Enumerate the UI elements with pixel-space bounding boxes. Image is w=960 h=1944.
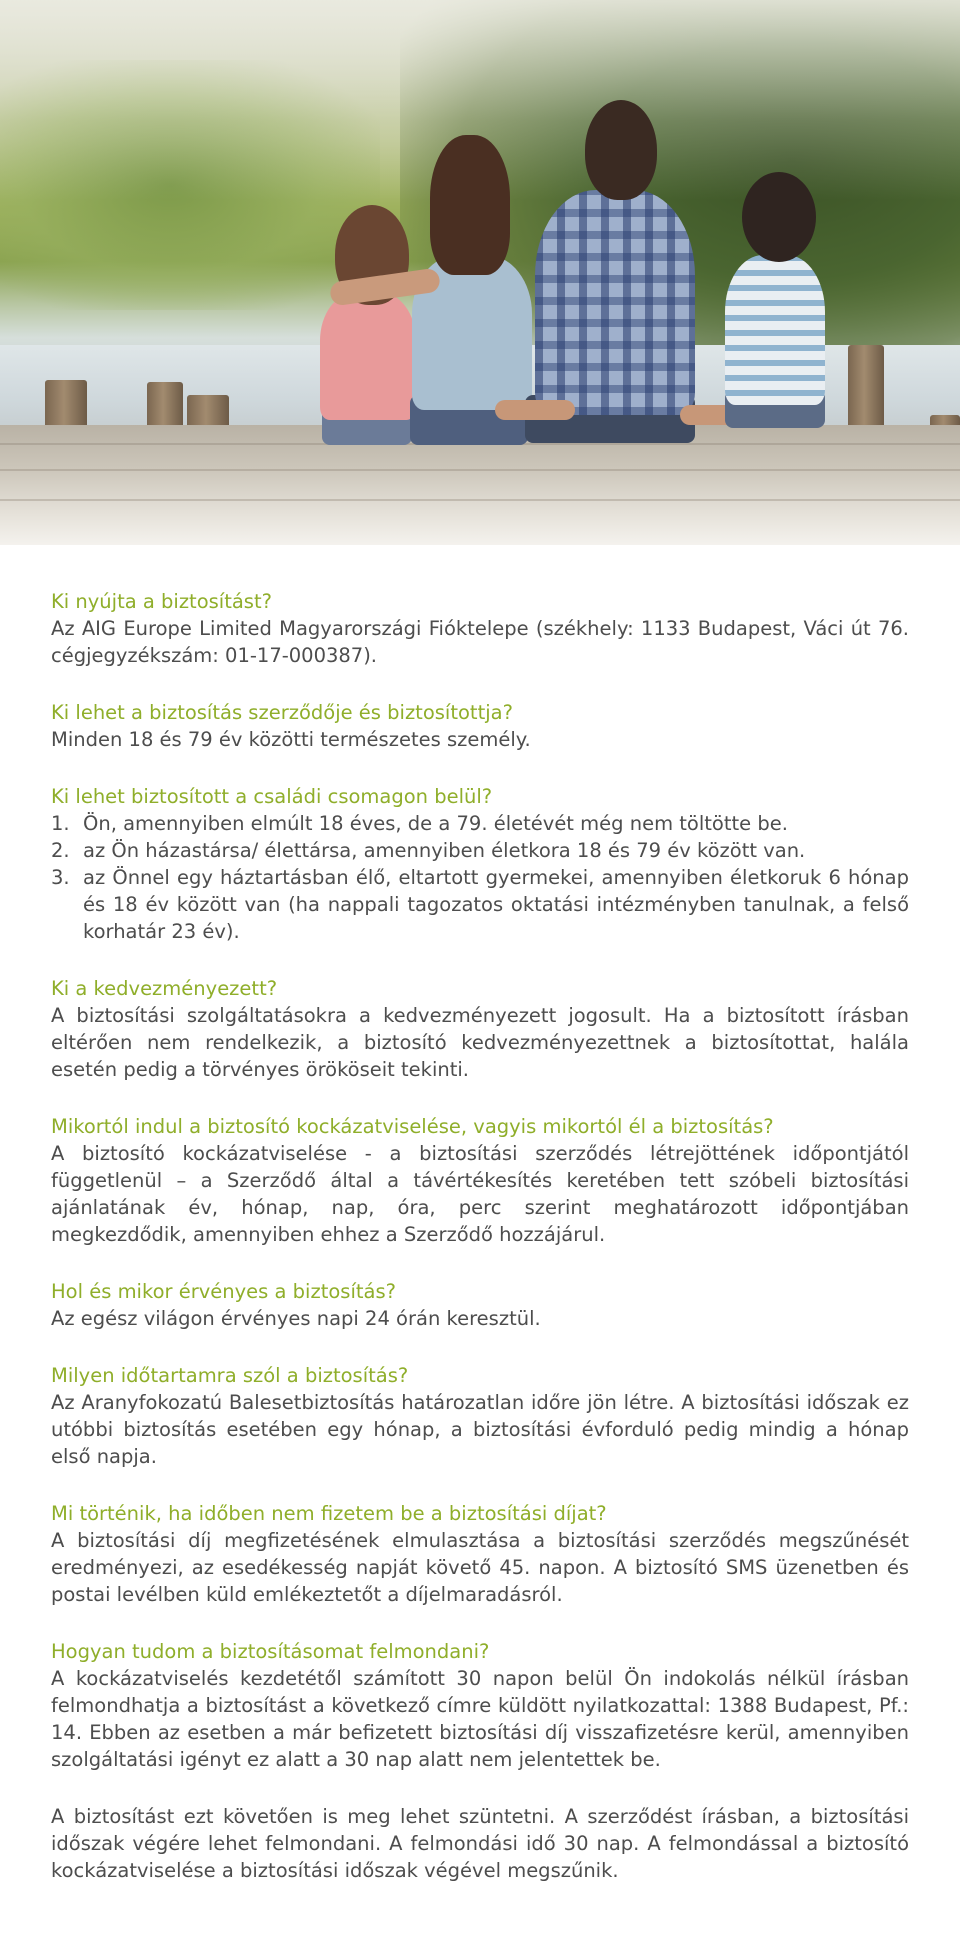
faq-answer: A biztosító kockázatviselése - a biztosítási szerződés létrejöttének időpontjától függetlenül – a Szerződő által a távértékesítés keretében tett szóbeli biztosítási ajánlatának év, hónap, nap, óra, perc szerint meghatározott időpontjában megkezdődik, amennyiben ehhez a Szerződő hozzájárul.: [51, 1142, 909, 1246]
faq-question: Ki lehet biztosított a családi csomagon belül?: [51, 785, 493, 808]
faq-question: Milyen időtartamra szól a biztosítás?: [51, 1364, 409, 1387]
list-number: 3.: [51, 866, 70, 889]
list-text: Ön, amennyiben elmúlt 18 éves, de a 79. életévét még nem töltötte be.: [83, 812, 788, 835]
list-text: az Önnel egy háztartásban élő, eltartott gyermekei, amennyiben életkoruk 6 hónap és 18 év között van (ha nappali tagozatos oktatási intézményben tanulnak, a felső korhatár 23 év).: [83, 866, 909, 943]
faq-answer: A kockázatviselés kezdetétől számított 30 napon belül Ön indokolás nélkül írásban felmondhatja a biztosítást a következő címre küldött nyilatkozattal: 1388 Budapest, Pf.: 14. Ebben az esetben a már befizetett biztosítási díj visszafizetésre kerül, amennyiben szolgáltatási igényt ez alatt a 30 nap alatt nem jelentettek be.: [51, 1667, 909, 1771]
list-item: [51, 810, 909, 837]
faq-answer: A biztosítási szolgáltatásokra a kedvezményezett jogosult. Ha a biztosított írásban eltérően nem rendelkezik, a biztosító kedvezményezettnek a biztosítottat, halála esetén pedig a törvényes örököseit tekinti.: [51, 1004, 909, 1081]
faq-answer: Az AIG Europe Limited Magyarországi Fióktelepe (székhely: 1133 Budapest, Váci út 76. cégjegyzékszám: 01-17-000387).: [51, 617, 909, 667]
dock-post: [848, 345, 884, 437]
faq-section-duration: [51, 1362, 909, 1470]
faq-question: Mikortól indul a biztosító kockázatviselése, vagyis mikortól él a biztosítás?: [51, 1115, 774, 1138]
faq-question: Ki lehet a biztosítás szerződője és biztosítottja?: [51, 701, 513, 724]
list-text: az Ön házastársa/ élettársa, amennyiben életkora 18 és 79 év között van.: [83, 839, 806, 862]
faq-question: Hogyan tudom a biztosításomat felmondani?: [51, 1640, 490, 1663]
faq-answer: Minden 18 és 79 év közötti természetes személy.: [51, 728, 531, 751]
list-number: 1.: [51, 812, 70, 835]
faq-section-family-package: [51, 783, 909, 945]
list-item: [51, 837, 909, 864]
faq-question: Ki nyújta a biztosítást?: [51, 590, 272, 613]
faq-section-contractor: [51, 699, 909, 753]
hero-photo: [0, 0, 960, 545]
faq-section-coverage-start: [51, 1113, 909, 1248]
list-item: [51, 864, 909, 945]
faq-section-cancellation: [51, 1638, 909, 1773]
faq-section-beneficiary: [51, 975, 909, 1083]
faq-answer: Az egész világon érvényes napi 24 órán keresztül.: [51, 1307, 541, 1330]
faq-content: [51, 588, 909, 1914]
faq-answer: Az Aranyfokozatú Balesetbiztosítás határozatlan időre jön létre. A biztosítási időszak ez utóbbi biztosítás esetében egy hónap, a biztosítási évforduló pedig mindig a hónap első napja.: [51, 1391, 909, 1468]
faq-section-validity: [51, 1278, 909, 1332]
faq-section-cancellation-continued: [51, 1803, 909, 1884]
list-number: 2.: [51, 839, 70, 862]
faq-answer: A biztosítási díj megfizetésének elmulasztása a biztosítási szerződés megszűnését eredményezi, az esedékesség napját követő 45. napon. A biztosító SMS üzenetben és postai levélben küld emlékeztetőt a díjelmaradásról.: [51, 1529, 909, 1606]
faq-section-provider: [51, 588, 909, 669]
faq-question: Mi történik, ha időben nem fizetem be a biztosítási díjat?: [51, 1502, 607, 1525]
faq-question: Hol és mikor érvényes a biztosítás?: [51, 1280, 396, 1303]
faq-question: Ki a kedvezményezett?: [51, 977, 278, 1000]
faq-section-nonpayment: [51, 1500, 909, 1608]
faq-answer: A biztosítást ezt követően is meg lehet szüntetni. A szerződést írásban, a biztosítási időszak végére lehet felmondani. A felmondási idő 30 nap. A felmondással a biztosító kockázatviselése a biztosítási időszak végével megszűnik.: [51, 1805, 909, 1882]
